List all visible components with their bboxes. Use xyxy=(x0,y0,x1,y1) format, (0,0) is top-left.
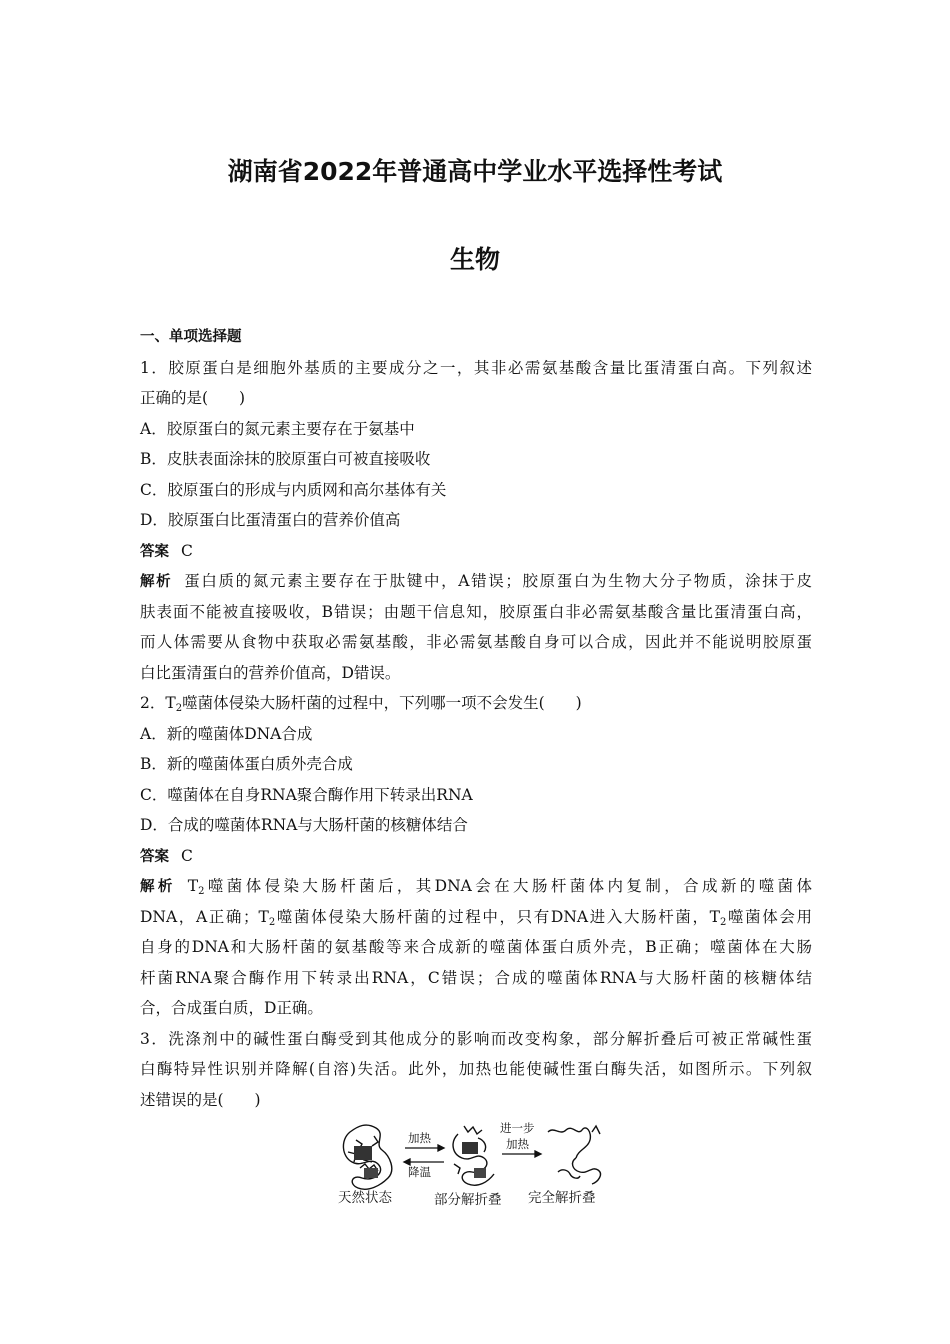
q1-option-d: D．胶原蛋白比蛋清蛋白的营养价值高 xyxy=(140,511,401,529)
q2-option-d: D．合成的噬菌体RNA与大肠杆菌的核糖体结合 xyxy=(140,816,468,834)
native-protein-icon xyxy=(343,1125,391,1189)
q2-explain-line4: 杆菌RNA聚合酶作用下转录出RNA，C错误；合成的噬菌体RNA与大肠杆菌的核糖体结 xyxy=(140,968,812,987)
unfolded-protein-icon xyxy=(548,1126,600,1184)
q1-option-b: B．皮肤表面涂抹的胶原蛋白可被直接吸收 xyxy=(140,450,431,468)
protein-unfolding-figure xyxy=(330,1112,620,1212)
q1-option-a: A．胶原蛋白的氮元素主要存在于氨基中 xyxy=(140,419,415,438)
q2-stem-b: 噬菌体侵染大肠杆菌的过程中，下列哪一项不会发生( ) xyxy=(182,694,582,712)
q2-answer xyxy=(140,841,812,872)
further-label-2: 加热 xyxy=(506,1137,529,1151)
q2-explain-line1 xyxy=(140,871,812,902)
q2-e2-sub1: 2 xyxy=(268,916,276,928)
native-state-label: 天然状态 xyxy=(338,1190,392,1206)
q1-option-c: C．胶原蛋白的形成与内质网和高尔基体有关 xyxy=(140,480,447,499)
q1-stem-line1: 1．胶原蛋白是细胞外基质的主要成分之一，其非必需氨基酸含量比蛋清蛋白高。下列叙述 xyxy=(140,358,812,377)
q3-stem-line1: 3．洗涤剂中的碱性蛋白酶受到其他成分的影响而改变构象，部分解折叠后可被正常碱性蛋 xyxy=(140,1029,812,1048)
exam-body xyxy=(140,322,812,1115)
q1-stem-line2: 正确的是( ) xyxy=(140,389,246,407)
q2-e2c: 噬菌体会用 xyxy=(726,907,812,926)
q3-stem-line2: 白酶特异性识别并降解(自溶)失活。此外，加热也能使碱性蛋白酶失活，如图所示。下列叙 xyxy=(140,1060,812,1078)
section-heading: 一、单项选择题 xyxy=(140,329,242,345)
partial-unfold-label: 部分解折叠 xyxy=(434,1192,502,1208)
q2-explain-line2 xyxy=(140,902,812,933)
subject-title: 生物 xyxy=(449,245,500,274)
exam-title: 湖南省2022年普通高中学业水平选择性考试 xyxy=(227,157,723,186)
q2-e1-sub: 2 xyxy=(198,886,205,897)
q2-e2a: DNA，A正确；T xyxy=(140,907,269,926)
q2-e2b: 噬菌体侵染大肠杆菌的过程中，只有DNA进入大肠杆菌，T xyxy=(275,907,720,926)
q2-option-a: A．新的噬菌体DNA合成 xyxy=(140,724,313,743)
q1-explain-line3: 而人体需要从食物中获取必需氨基酸，非必需氨基酸自身可以合成，因此并不能说明胶原蛋 xyxy=(140,633,812,651)
q2-subscript: 2 xyxy=(175,703,183,714)
cool-label: 降温 xyxy=(408,1165,431,1179)
q2-e1b: 噬菌体侵染大肠杆菌后，其DNA会在大肠杆菌体内复制，合成新的噬菌体 xyxy=(204,877,813,895)
analysis-label: 解析 xyxy=(140,574,173,590)
q2-option-c: C．噬菌体在自身RNA聚合酶作用下转录出RNA xyxy=(140,785,473,804)
answer-label: 答案 xyxy=(140,848,169,865)
q2-stem-a: 2．T xyxy=(140,694,176,712)
q2-stem xyxy=(140,688,812,719)
answer-label: 答案 xyxy=(140,543,169,560)
q1-explain-text1: 蛋白质的氮元素主要存在于肽键中，A错误；胶原蛋白为生物大分子物质，涂抹于皮 xyxy=(184,572,813,590)
q2-explain-line5: 合，合成蛋白质，D正确。 xyxy=(140,999,323,1017)
q2-e1a: T xyxy=(187,877,199,895)
q1-explain-line4: 白比蛋清蛋白的营养价值高，D错误。 xyxy=(140,663,401,682)
q2-e2-sub2: 2 xyxy=(719,916,727,928)
q2-option-b: B．新的噬菌体蛋白质外壳合成 xyxy=(140,755,353,773)
heat-label: 加热 xyxy=(408,1131,431,1145)
analysis-label: 解析 xyxy=(140,879,176,895)
full-unfold-label: 完全解折叠 xyxy=(528,1190,596,1206)
further-label-1: 进一步 xyxy=(500,1121,535,1135)
partial-protein-icon xyxy=(453,1126,494,1185)
q1-answer-value: C xyxy=(181,541,193,560)
q1-answer xyxy=(140,536,812,567)
q2-answer-value: C xyxy=(181,846,193,865)
q1-explain-line1 xyxy=(140,566,812,597)
q1-explain-line2: 肤表面不能被直接吸收，B错误；由题干信息知，胶原蛋白非必需氨基酸含量比蛋清蛋白高， xyxy=(140,602,812,621)
q3-stem-line3: 述错误的是( ) xyxy=(140,1090,261,1109)
q2-explain-line3: 自身的DNA和大肠杆菌的氨基酸等来合成新的噬菌体蛋白质外壳，B正确；噬菌体在大肠 xyxy=(140,938,812,956)
reversible-arrows xyxy=(404,1145,444,1165)
